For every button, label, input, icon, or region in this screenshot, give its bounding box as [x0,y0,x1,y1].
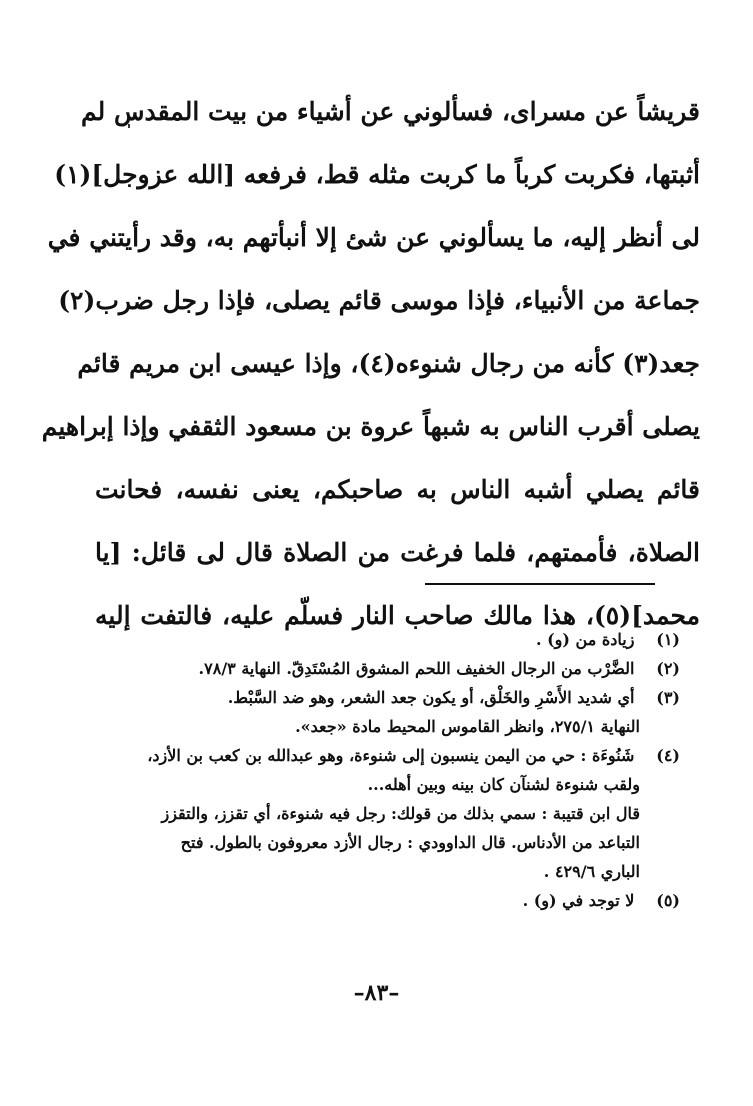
footnote-4-continued: التباعد من الأدناس. قال الداوودي : رجال الأزد معروفون بالطول. فتح [180,833,640,852]
text-line: جعد(٣) كأنه من رجال شنوءه(٤)، وإذا عيسى ابن مريم قائم [77,349,700,378]
footnote-number: (٥) [656,891,680,910]
footnote-separator [425,583,655,585]
footnote-2 [80,654,680,683]
footnote-number: (١) [656,630,680,649]
footnotes [80,625,680,915]
footnote-3-continued: النهاية ٢٧٥/١، وانظر القاموس المحيط مادة «جعد». [295,717,640,736]
footnote-number: (٤) [656,746,680,765]
footnote-4 [80,741,680,770]
text-line: محمد](٥)، هذا مالك صاحب النار فسلّم عليه، فالتفت إليه [95,601,700,630]
footnote-4-continued: الباري ٤٢٩/٦ . [543,862,640,881]
text-line: لى أنظر إليه، ما يسألوني عن شئ إلا أنبأتهم به، وقد رأيتني في [47,223,700,252]
footnote-number: (٢) [656,659,680,678]
footnote-1 [80,625,680,654]
footnote-text: لا توجد في (و) . [522,891,635,910]
footnote-5 [80,886,680,915]
text-line: أثبتها، فكربت كرباً ما كربت مثله قط، فرفعه [الله عزوجل](١) [54,160,700,189]
footnote-4-continued: قال ابن قتيبة : سمي بذلك من قولك: رجل فيه شنوءة، أي تقزز، والتقزز [161,804,640,823]
footnote-number: (٣) [656,688,680,707]
main-text [41,80,700,647]
footnote-3 [80,683,680,712]
footnote-text: أي شديد الأَسْرِ والخَلْق، أو يكون جعد الشعر، وهو ضد السَّبْط. [227,688,635,707]
text-line: الصلاة، فأممتهم، فلما فرغت من الصلاة قال لى قائل: [يا [95,538,700,567]
page-number: –٨٣– [353,980,400,1006]
text-line: قائم يصلي أشبه الناس به صاحبكم، يعنى نفسه، فحانت [95,475,700,504]
footnote-text: شَنُوءَة : حي من اليمن ينسبون إلى شنوءة، وهو عبدالله بن كعب بن الأزد، [147,746,635,765]
text-line: جماعة من الأنبياء، فإذا موسى قائم يصلى، فإذا رجل ضرب(٢) [58,286,700,315]
footnote-text: الضَّرْب من الرجال الخفيف اللحم المشوق المُسْتَدِقّ. النهاية ٧٨/٣. [198,659,635,678]
text-line: قريشاً عن مسراى، فسألوني عن أشياء من بيت المقدس لم [81,97,700,126]
text-line: يصلى أقرب الناس به شبهاً عروة بن مسعود الثقفي وإذا إبراهيم [41,412,700,441]
footnote-4-continued: ولقب شنوءة لشنآن كان بينه وبين أهله... [367,775,640,794]
footnote-text: زيادة من (و) . [535,630,635,649]
